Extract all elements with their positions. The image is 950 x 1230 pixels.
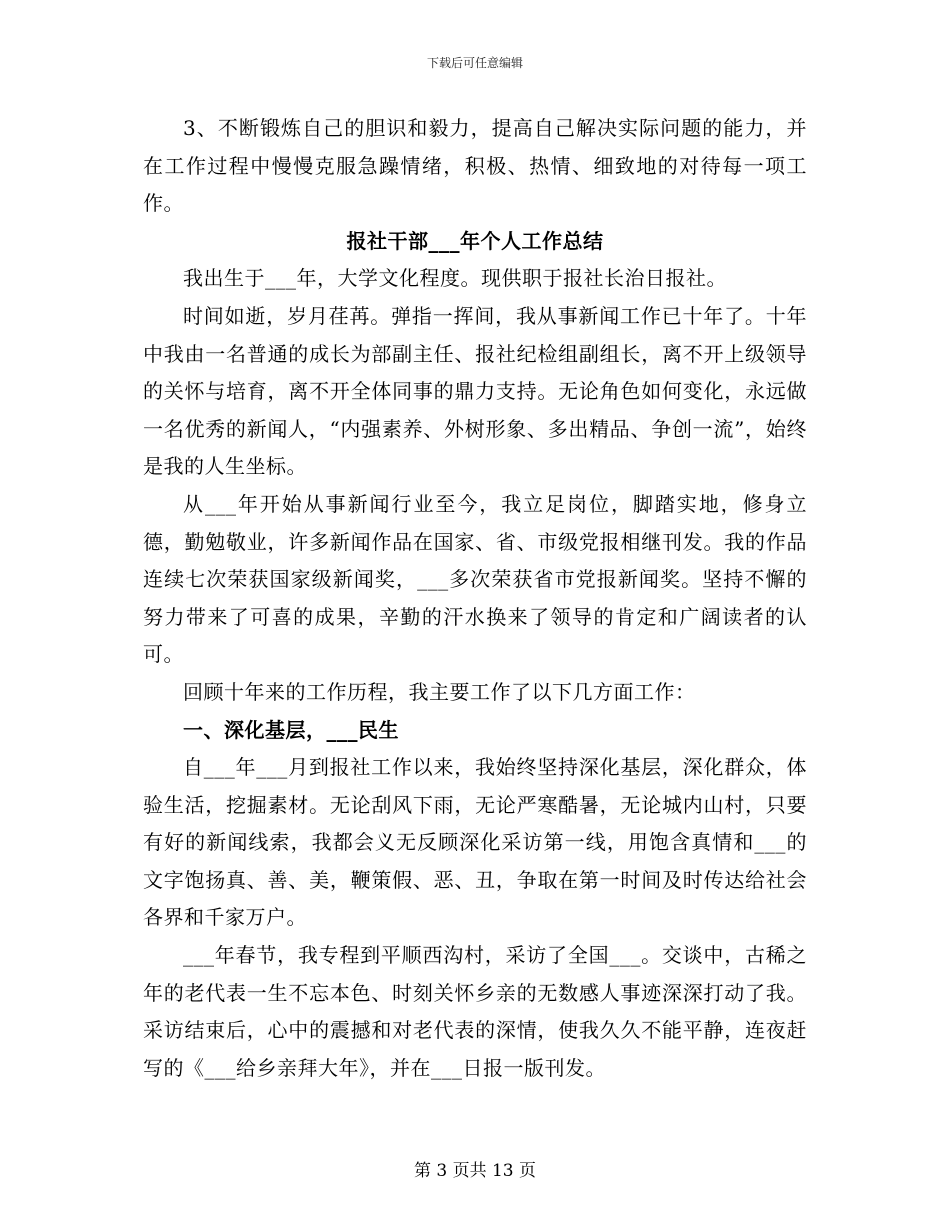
paragraph-grassroots: 自___年___月到报社工作以来，我始终坚持深化基层，深化群众，体验生活，挖掘素材。无论刮风下雨，无论严寒酷暑，无论城内山村，只要有好的新闻线索，我都会义无反顾深化采访第一线，用饱含真情和___的文字饱扬真、善、美，鞭策假、恶、丑，争取在第一时间及时传达给社会各界和千家万户。 <box>143 755 807 930</box>
document-body <box>143 110 807 1087</box>
page-header: 下载后可任意编辑 <box>426 56 523 70</box>
paragraph-spring-festival: ___年春节，我专程到平顺西沟村，采访了全国___。交谈中，古稀之年的老代表一生不忘本色、时刻关怀乡亲的无数感人事迹深深打动了我。采访结束后，心中的震撼和对老代表的深情，使我久久不能平静，连夜赶写的《___给乡亲拜大年》，并在___日报一版刊发。 <box>143 943 807 1080</box>
paragraph-item-3: 3、不断锻炼自己的胆识和毅力，提高自己解决实际问题的能力，并在工作过程中慢慢克服急躁情绪，积极、热情、细致地的对待每一项工作。 <box>143 116 807 216</box>
paragraph-ten-years: 时间如逝，岁月荏苒。弹指一挥间，我从事新闻工作已十年了。十年中我由一名普通的成长为部副主任、报社纪检组副组长，离不开上级领导的关怀与培育，离不开全体同事的鼎力支持。无论角色如何变化，永远做一名优秀的新闻人，“内强素养、外树形象、多出精品、争创一流”，始终是我的人生坐标。 <box>143 303 807 479</box>
paragraph-birth: 我出生于___年，大学文化程度。现供职于报社长治日报社。 <box>183 266 727 291</box>
section-heading-1: 一、深化基层，___民生 <box>183 717 399 742</box>
paragraph-achievements: 从___年开始从事新闻行业至今，我立足岗位，脚踏实地，修身立德，勤勉敬业，许多新闻作品在国家、省、市级党报相继刊发。我的作品连续七次荣获国家级新闻奖，___多次荣获省市党报新闻奖。坚持不懈的努力带来了可喜的成果，辛勤的汗水换来了领导的肯定和广阔读者的认可。 <box>143 491 807 667</box>
document-title: 报社干部___年个人工作总结 <box>346 228 604 253</box>
paragraph-review: 回顾十年来的工作历程，我主要工作了以下几方面工作： <box>183 679 696 704</box>
page-number: 第 3 页共 13 页 <box>413 1161 537 1181</box>
